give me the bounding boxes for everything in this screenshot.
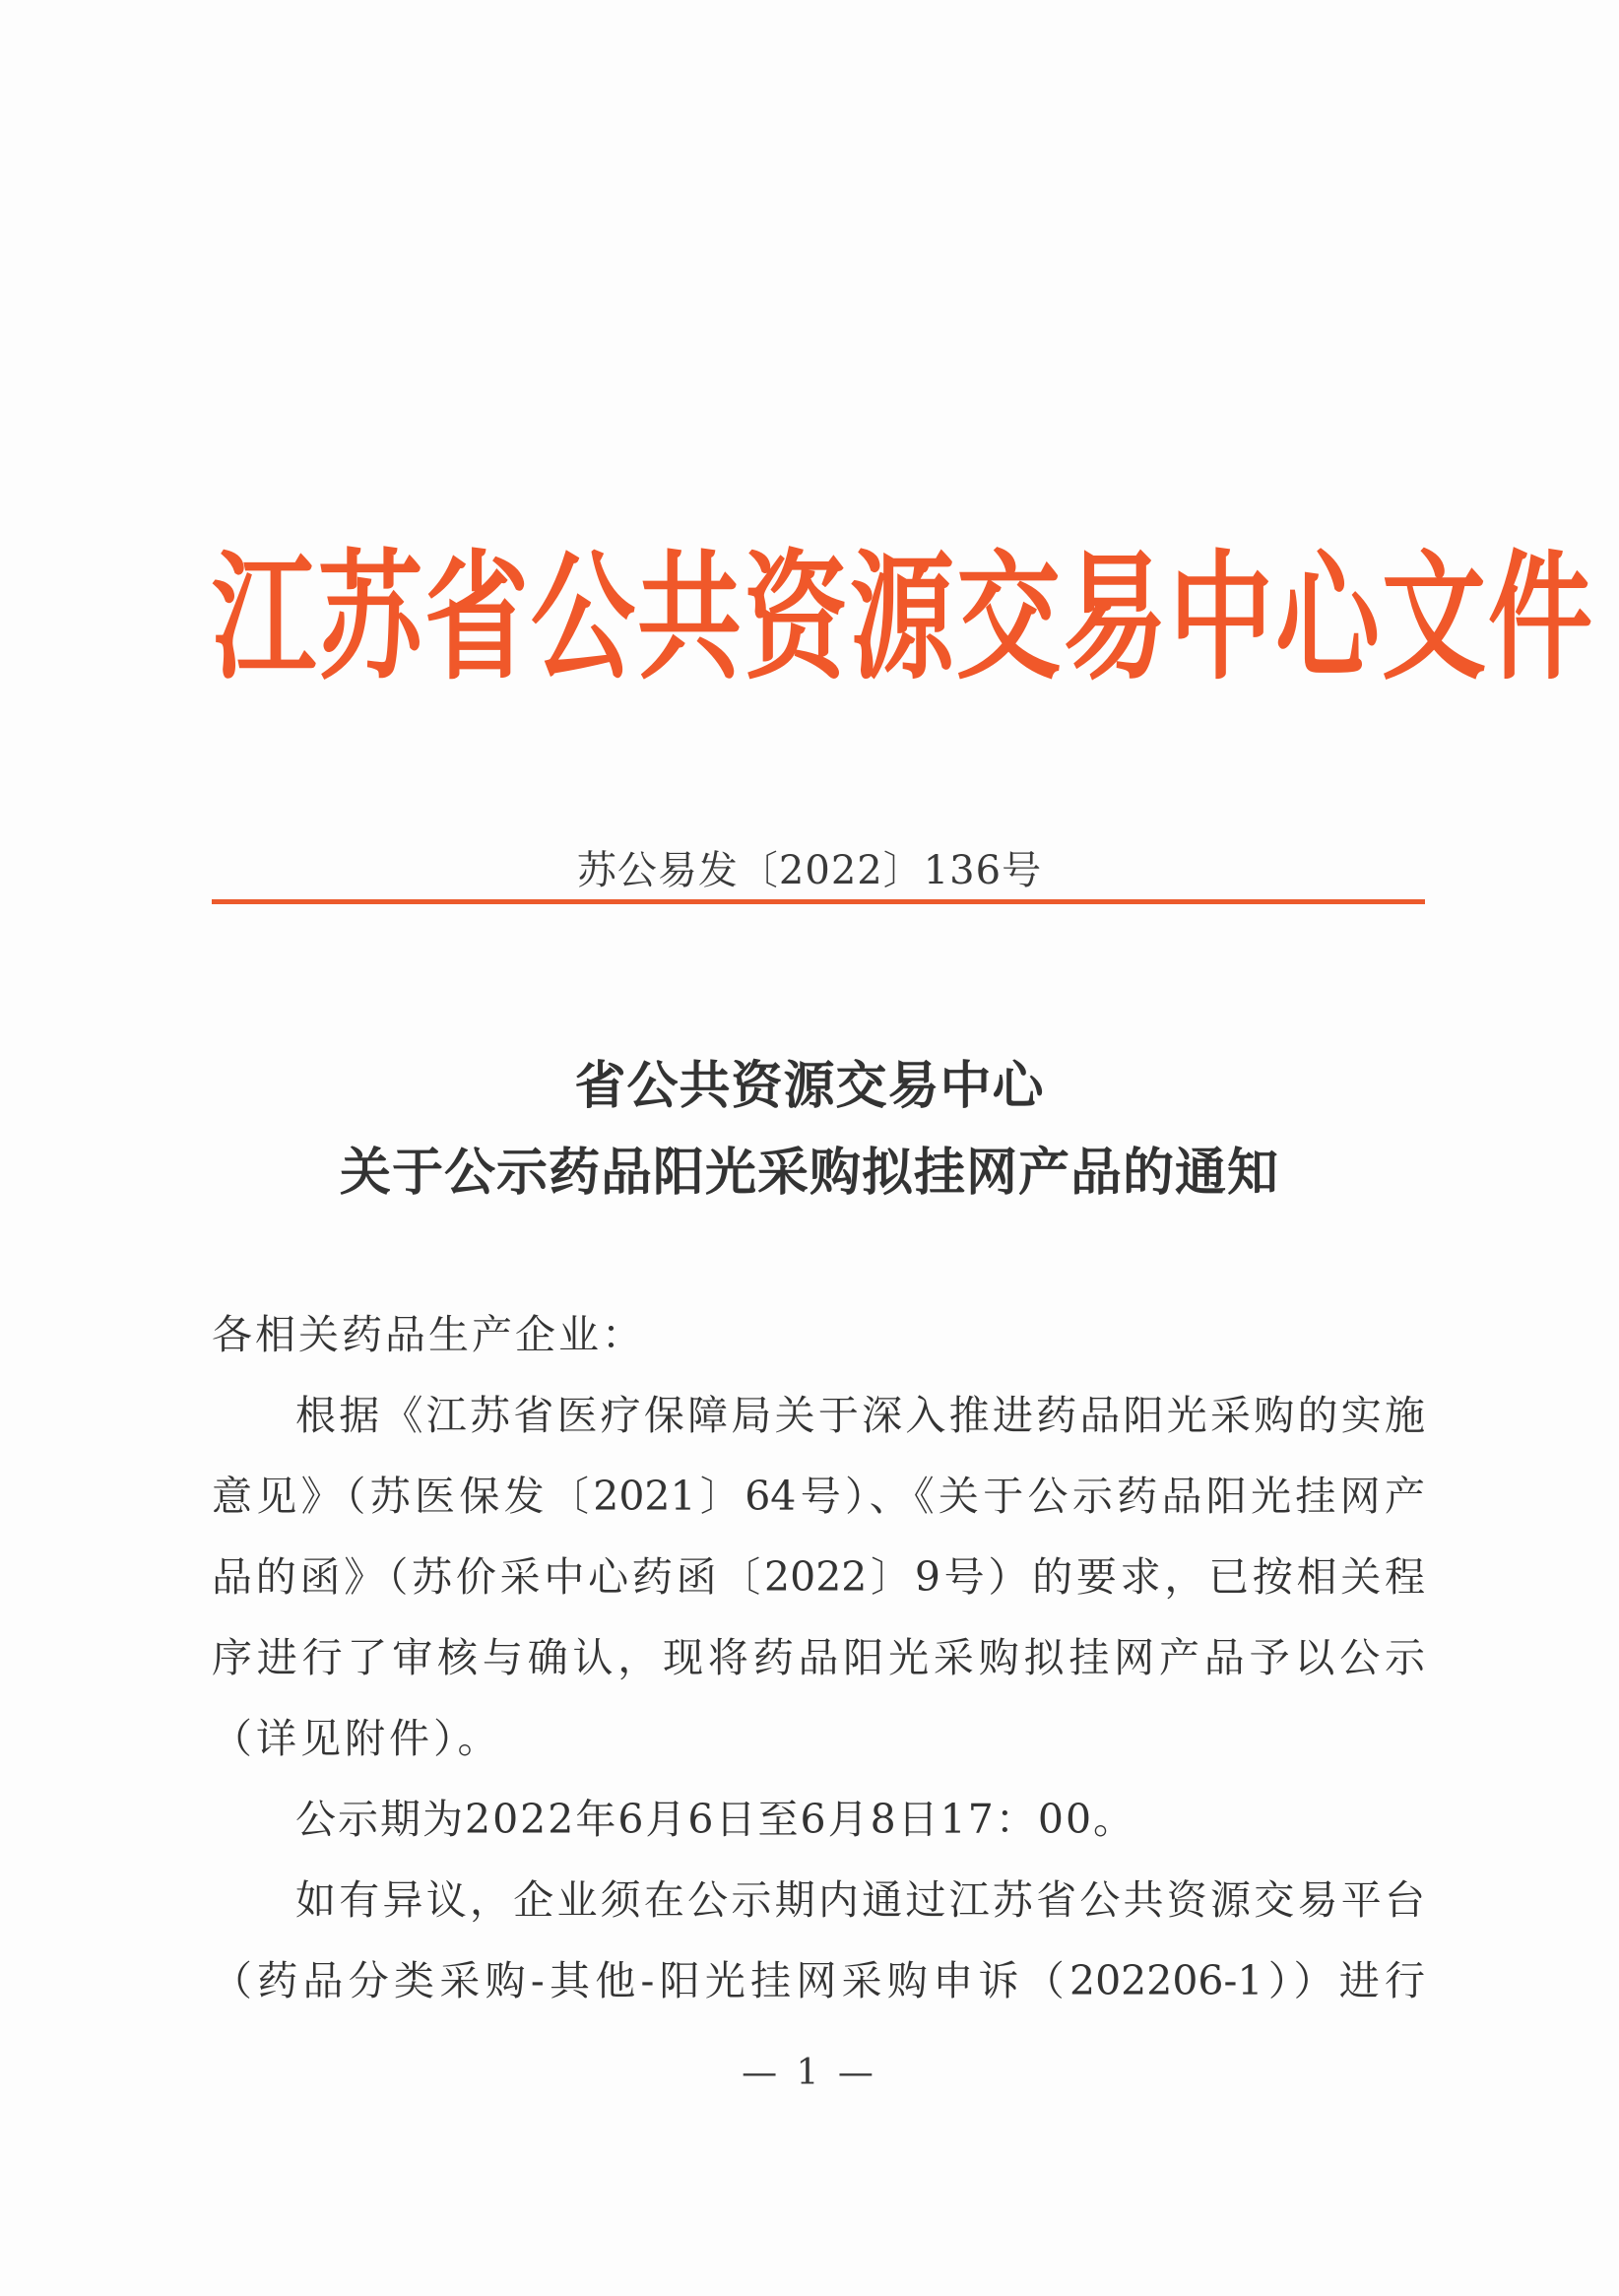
notice-title-line-2: 关于公示药品阳光采购拟挂网产品的通知 — [339, 1143, 1279, 1203]
paragraph-1-line-5: （详见附件）。 — [212, 1715, 502, 1762]
red-divider-line — [212, 899, 1425, 904]
paragraph-3-line-1: 如有异议，企业须在公示期内通过江苏省公共资源交易平台 — [295, 1876, 1425, 1924]
notice-title-line-1: 省公共资源交易中心 — [574, 1056, 1045, 1116]
salutation: 各相关药品生产企业： — [212, 1311, 645, 1358]
paragraph-1-line-4: 序进行了审核与确认，现将药品阳光采购拟挂网产品予以公示 — [212, 1634, 1425, 1681]
paragraph-2: 公示期为2022年6月6日至6月8日17：00。 — [295, 1796, 1136, 1843]
document-header-title: 江苏省公共资源交易中心文件 — [212, 537, 1594, 699]
document-number: 苏公易发〔2022〕136号 — [576, 848, 1043, 893]
paragraph-1-line-2: 意见》（苏医保发〔2021〕64号）、《关于公示药品阳光挂网产 — [212, 1473, 1425, 1520]
paragraph-1-line-3: 品的函》（苏价采中心药函〔2022〕9号）的要求，已按相关程 — [212, 1553, 1425, 1601]
paragraph-3-line-2: （药品分类采购-其他-阳光挂网采购申诉（202206-1））进行 — [212, 1957, 1425, 2004]
paragraph-1-line-1: 根据《江苏省医疗保障局关于深入推进药品阳光采购的实施 — [295, 1392, 1425, 1439]
page-number: — 1 — — [742, 2053, 877, 2093]
